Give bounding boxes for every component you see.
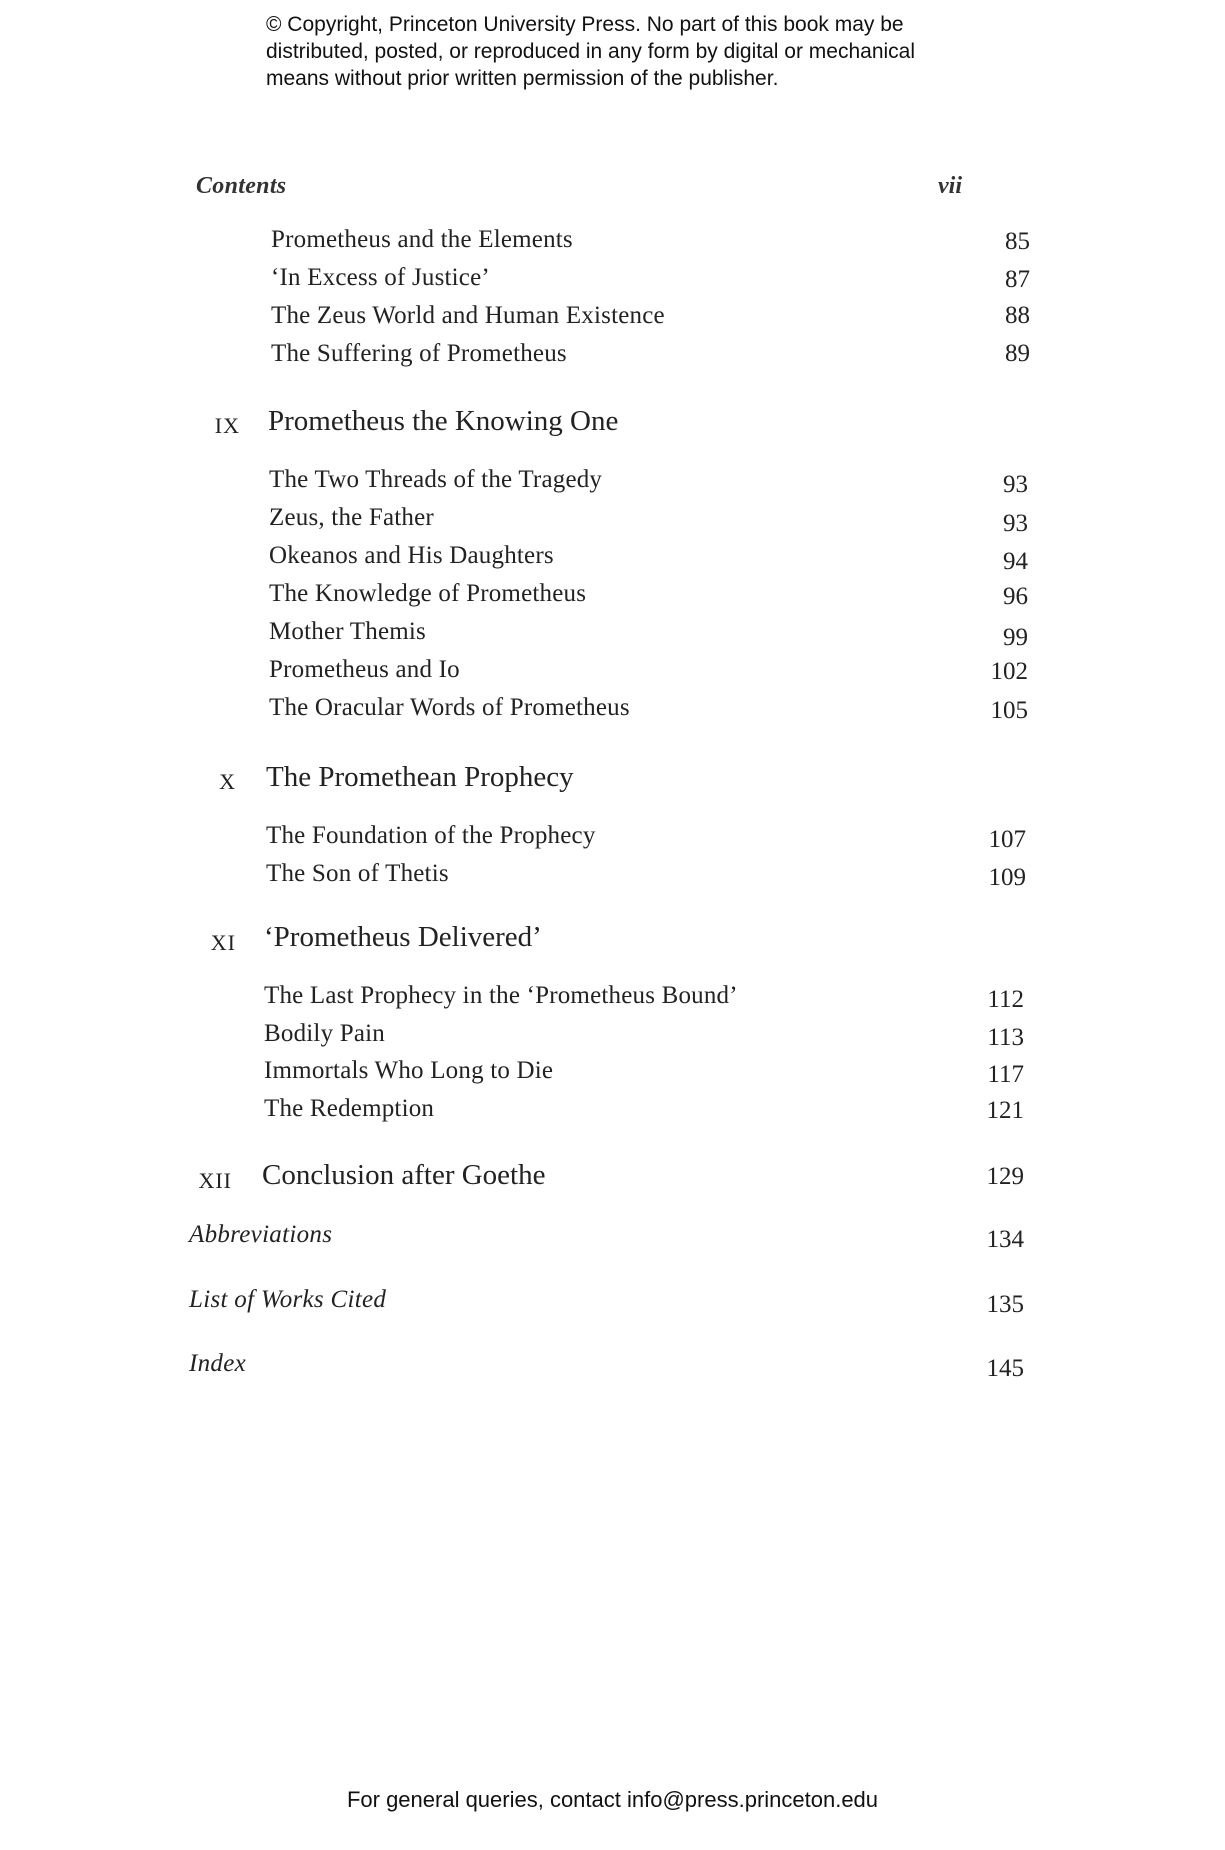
toc-entry-page: 93: [1003, 471, 1028, 498]
running-head-contents: Contents: [196, 173, 287, 199]
chapter-number: XII: [198, 1168, 232, 1193]
toc-entry-page: 107: [988, 826, 1026, 853]
toc-entry-title: List of Works Cited: [189, 1286, 387, 1313]
toc-entry-title: The Suffering of Prometheus: [271, 340, 567, 367]
chapter-title: ‘Prometheus Delivered’: [264, 921, 542, 953]
toc-entry-page: 85: [1005, 228, 1030, 255]
toc-entry-page: 112: [987, 986, 1024, 1013]
toc-entry-page: 121: [986, 1097, 1024, 1124]
toc-entry-page: 87: [1005, 266, 1030, 293]
toc-entry-title: The Son of Thetis: [266, 860, 449, 887]
copyright-notice: [266, 11, 1026, 92]
toc-entry-page: 96: [1003, 583, 1028, 610]
toc-entry-page: 93: [1003, 510, 1028, 537]
toc-entry-title: Immortals Who Long to Die: [264, 1057, 554, 1084]
toc-entry-title: Bodily Pain: [264, 1020, 385, 1047]
toc-entry-title: The Knowledge of Prometheus: [269, 580, 587, 607]
footer-contact: For general queries, contact info@press.princeton.edu: [346, 1787, 879, 1812]
toc-entry-title: The Foundation of the Prophecy: [266, 822, 596, 849]
copyright-line: distributed, posted, or reproduced in any form by digital or mechanical: [266, 40, 916, 63]
chapter-title: The Promethean Prophecy: [266, 761, 574, 793]
copyright-line: means without prior written permission of the publisher.: [266, 67, 779, 90]
toc-entry-title: The Last Prophecy in the ‘Prometheus Bound’: [264, 982, 738, 1009]
chapter-number: X: [219, 769, 236, 794]
toc-entry-page: 129: [986, 1163, 1024, 1190]
toc-entry-title: Prometheus and Io: [269, 656, 460, 683]
chapter-number: IX: [214, 413, 240, 438]
toc-entry-title: The Oracular Words of Prometheus: [269, 694, 630, 721]
toc-entry-page: 99: [1003, 624, 1028, 651]
toc-entry-page: 109: [988, 864, 1026, 891]
toc-entry-page: 145: [986, 1355, 1024, 1382]
toc-entry-page: 113: [987, 1024, 1024, 1051]
toc-entry-page: 105: [990, 697, 1028, 724]
toc-entry-page: 117: [987, 1061, 1024, 1088]
toc-entry-title: Mother Themis: [269, 618, 426, 645]
toc-entry-title: Zeus, the Father: [269, 504, 434, 531]
toc-entry-title: Prometheus and the Elements: [271, 226, 573, 253]
toc-entry-page: 102: [990, 658, 1028, 685]
toc-entry-title: Abbreviations: [189, 1221, 333, 1248]
chapter-number: XI: [210, 930, 236, 955]
toc-entry-title: ‘In Excess of Justice’: [271, 264, 490, 291]
toc-entry-page: 88: [1005, 302, 1030, 329]
toc-entry-title: The Two Threads of the Tragedy: [269, 466, 603, 493]
copyright-line: © Copyright, Princeton University Press. No part of this book may be: [266, 13, 904, 36]
toc-entry-page: 134: [986, 1226, 1024, 1253]
toc-entry-title: The Redemption: [264, 1095, 435, 1122]
chapter-title: Prometheus the Knowing One: [268, 405, 619, 437]
chapter-title: Conclusion after Goethe: [262, 1159, 546, 1191]
toc-entry-page: 135: [986, 1291, 1024, 1318]
toc-entry-title: Okeanos and His Daughters: [269, 542, 554, 569]
running-head-page-number: vii: [938, 173, 962, 199]
toc-entry-title: Index: [189, 1350, 247, 1377]
toc-entry-page: 94: [1003, 548, 1028, 575]
toc-entry-title: The Zeus World and Human Existence: [271, 302, 665, 329]
toc-entry-page: 89: [1005, 340, 1030, 367]
